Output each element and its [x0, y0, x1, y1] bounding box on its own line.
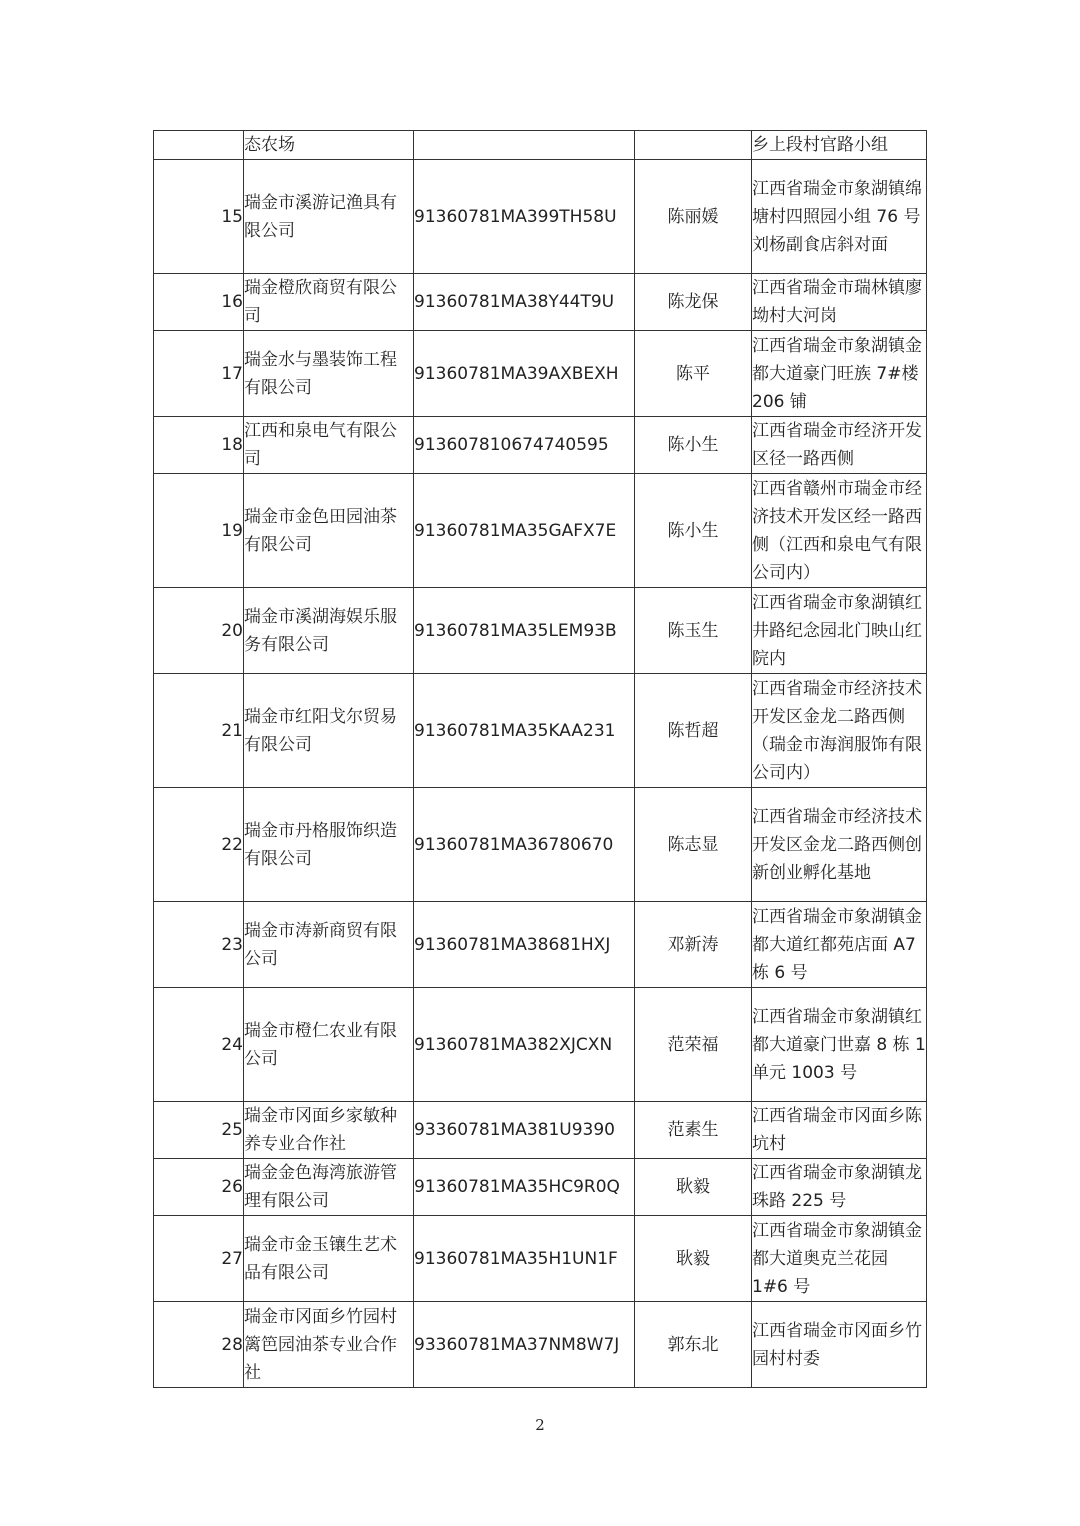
company-name: 瑞金橙欣商贸有限公司: [244, 274, 414, 331]
credit-code: 91360781MA38Y44T9U: [414, 274, 635, 331]
credit-code: 91360781MA35H1UN1F: [414, 1216, 635, 1302]
address: 乡上段村官路小组: [752, 131, 927, 160]
table-row: [154, 1302, 927, 1388]
table-row: [154, 274, 927, 331]
row-number: 17: [154, 331, 244, 417]
legal-representative: 陈志显: [635, 788, 752, 902]
row-number: 19: [154, 474, 244, 588]
address: 江西省瑞金市经济技术开发区金龙二路西侧（瑞金市海润服饰有限公司内）: [752, 674, 927, 788]
enterprise-table: [153, 130, 927, 1388]
company-name: 瑞金市溪湖海娱乐服务有限公司: [244, 588, 414, 674]
legal-representative: 耿毅: [635, 1216, 752, 1302]
row-number: 25: [154, 1102, 244, 1159]
address: 江西省瑞金市象湖镇金都大道红都苑店面 A7 栋 6 号: [752, 902, 927, 988]
table-row: [154, 417, 927, 474]
row-number: 23: [154, 902, 244, 988]
table-row: [154, 588, 927, 674]
table-row: [154, 1216, 927, 1302]
address: 江西省瑞金市象湖镇金都大道奥克兰花园 1#6 号: [752, 1216, 927, 1302]
company-name: 瑞金市丹格服饰织造有限公司: [244, 788, 414, 902]
company-name: 瑞金市橙仁农业有限公司: [244, 988, 414, 1102]
legal-representative: 郭东北: [635, 1302, 752, 1388]
table-row: [154, 1102, 927, 1159]
company-name: 瑞金金色海湾旅游管理有限公司: [244, 1159, 414, 1216]
company-name: 瑞金市金色田园油茶有限公司: [244, 474, 414, 588]
credit-code: 91360781MA35GAFX7E: [414, 474, 635, 588]
address: 江西省瑞金市经济技术开发区金龙二路西侧创新创业孵化基地: [752, 788, 927, 902]
legal-representative: 邓新涛: [635, 902, 752, 988]
company-name: 态农场: [244, 131, 414, 160]
legal-representative: 陈平: [635, 331, 752, 417]
table-row: [154, 902, 927, 988]
row-number: [154, 131, 244, 160]
legal-representative: 范荣福: [635, 988, 752, 1102]
row-number: 20: [154, 588, 244, 674]
table-row: [154, 331, 927, 417]
legal-representative: 陈哲超: [635, 674, 752, 788]
credit-code: 93360781MA37NM8W7J: [414, 1302, 635, 1388]
company-name: 江西和泉电气有限公司: [244, 417, 414, 474]
row-number: 28: [154, 1302, 244, 1388]
address: 江西省瑞金市象湖镇金都大道豪门旺族 7#楼 206 铺: [752, 331, 927, 417]
credit-code: 91360781MA39AXBEXH: [414, 331, 635, 417]
row-number: 24: [154, 988, 244, 1102]
address: 江西省瑞金市象湖镇龙珠路 225 号: [752, 1159, 927, 1216]
row-number: 27: [154, 1216, 244, 1302]
credit-code: 91360781MA35KAA231: [414, 674, 635, 788]
legal-representative: 陈小生: [635, 417, 752, 474]
legal-representative: 范素生: [635, 1102, 752, 1159]
table-row: [154, 988, 927, 1102]
company-name: 瑞金市冈面乡家敏种养专业合作社: [244, 1102, 414, 1159]
table-row: [154, 1159, 927, 1216]
company-name: 瑞金水与墨装饰工程有限公司: [244, 331, 414, 417]
page-number: 2: [535, 1416, 545, 1434]
address: 江西省瑞金市象湖镇绵塘村四照园小组 76 号刘杨副食店斜对面: [752, 160, 927, 274]
legal-representative: 耿毅: [635, 1159, 752, 1216]
company-name: 瑞金市冈面乡竹园村篱笆园油茶专业合作社: [244, 1302, 414, 1388]
legal-representative: 陈玉生: [635, 588, 752, 674]
table-row: [154, 674, 927, 788]
address: 江西省瑞金市冈面乡竹园村村委: [752, 1302, 927, 1388]
credit-code: 91360781MA399TH58U: [414, 160, 635, 274]
address: 江西省瑞金市冈面乡陈坑村: [752, 1102, 927, 1159]
company-name: 瑞金市金玉镶生艺术品有限公司: [244, 1216, 414, 1302]
credit-code: 91360781MA382XJCXN: [414, 988, 635, 1102]
legal-representative: 陈丽媛: [635, 160, 752, 274]
row-number: 26: [154, 1159, 244, 1216]
table-row: [154, 131, 927, 160]
credit-code: 91360781MA35HC9R0Q: [414, 1159, 635, 1216]
company-name: 瑞金市涛新商贸有限公司: [244, 902, 414, 988]
credit-code: 913607810674740595: [414, 417, 635, 474]
legal-representative: 陈龙保: [635, 274, 752, 331]
address: 江西省瑞金市象湖镇红都大道豪门世嘉 8 栋 1 单元 1003 号: [752, 988, 927, 1102]
row-number: 16: [154, 274, 244, 331]
row-number: 18: [154, 417, 244, 474]
address: 江西省瑞金市瑞林镇廖坳村大河岗: [752, 274, 927, 331]
row-number: 15: [154, 160, 244, 274]
address: 江西省瑞金市象湖镇红井路纪念园北门映山红院内: [752, 588, 927, 674]
table-row: [154, 474, 927, 588]
legal-representative: 陈小生: [635, 474, 752, 588]
company-name: 瑞金市溪游记渔具有限公司: [244, 160, 414, 274]
company-name: 瑞金市红阳戈尔贸易有限公司: [244, 674, 414, 788]
credit-code: [414, 131, 635, 160]
row-number: 22: [154, 788, 244, 902]
row-number: 21: [154, 674, 244, 788]
credit-code: 91360781MA36780670: [414, 788, 635, 902]
credit-code: 91360781MA38681HXJ: [414, 902, 635, 988]
address: 江西省赣州市瑞金市经济技术开发区经一路西侧（江西和泉电气有限公司内）: [752, 474, 927, 588]
legal-representative: [635, 131, 752, 160]
table-row: [154, 788, 927, 902]
table-row: [154, 160, 927, 274]
credit-code: 93360781MA381U9390: [414, 1102, 635, 1159]
address: 江西省瑞金市经济开发区径一路西侧: [752, 417, 927, 474]
credit-code: 91360781MA35LEM93B: [414, 588, 635, 674]
